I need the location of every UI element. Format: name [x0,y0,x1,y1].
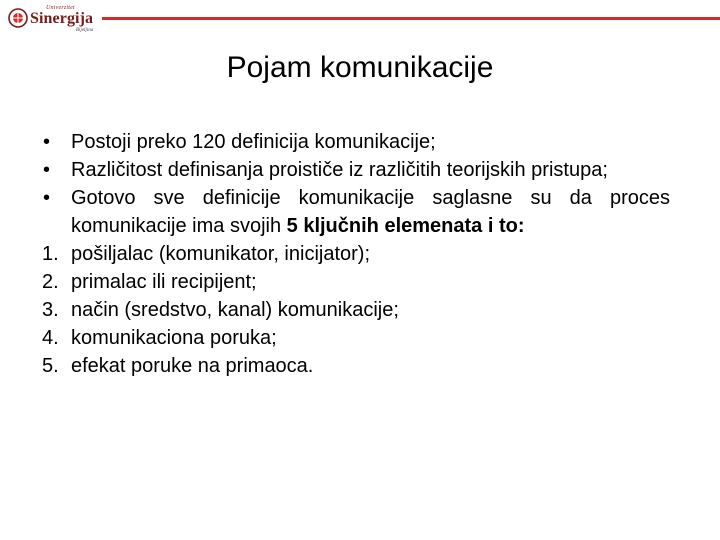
bullet-marker: • [43,131,51,153]
numbered-text: primalac ili recipijent; [71,271,257,293]
number-marker: 5. [42,355,59,377]
slide-title: Pojam komunikacije [226,51,494,84]
number-marker: 4. [42,327,59,349]
bullet-item [42,184,670,240]
numbered-text: komunikaciona poruka; [71,327,277,349]
bullet-text: Gotovo sve definicije komunikacije saglasne su da proces komunikacije ima svojih [71,187,670,237]
numbered-item [42,324,670,352]
number-marker: 1. [42,243,59,265]
numbered-text: način (sredstvo, kanal) komunikacije; [71,299,399,321]
logo-city: Bijeljina [76,28,94,33]
logo-top-text: Univerzitet [46,5,75,11]
header-bar [0,0,720,40]
numbered-item [42,296,670,324]
bullet-marker: • [43,159,51,181]
header-divider [102,17,720,20]
numbered-item [42,268,670,296]
logo-emblem-icon [8,7,28,29]
slide-content [42,128,670,380]
bullet-text: Postoji preko 120 definicija komunikacije; [71,131,436,153]
numbered-item [42,352,670,380]
numbered-text: pošiljalac (komunikator, inicijator); [71,243,371,265]
logo-name: Sinergija [30,10,94,27]
number-marker: 3. [42,299,59,321]
numbered-text: efekat poruke na primaoca. [71,355,314,377]
bullet-marker: • [43,187,51,209]
bullet-text: Različitost definisanja proističe iz različitih teorijskih pristupa; [71,159,608,181]
number-marker: 2. [42,271,59,293]
bullet-bold-text: 5 ključnih elemenata i to: [286,215,525,237]
university-logo [8,4,98,34]
bullet-item [42,156,670,184]
bullet-item [42,128,670,156]
numbered-item [42,240,670,268]
